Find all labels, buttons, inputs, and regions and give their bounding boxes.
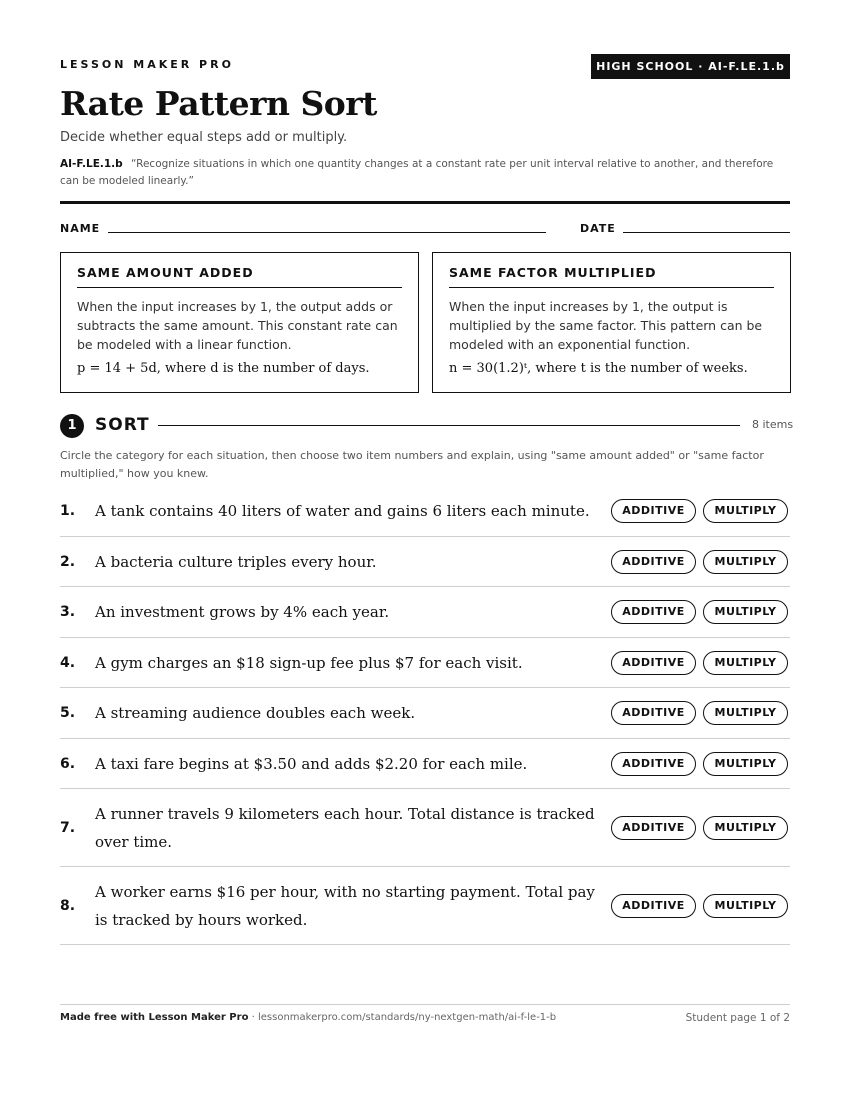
additive-choice[interactable]: ADDITIVE <box>611 600 696 624</box>
footer-divider <box>60 1004 790 1005</box>
brand-name: LESSON MAKER PRO <box>60 58 234 71</box>
item-text: A runner travels 9 kilometers each hour. Total distance is tracked over time. <box>95 804 595 851</box>
footer-url[interactable]: lessonmakerpro.com/standards/ny-nextgen-math/ai-f-le-1-b <box>257 1012 557 1023</box>
page-subtitle: Decide whether equal steps add or multiply. <box>60 130 348 145</box>
multiply-choice[interactable]: MULTIPLY <box>703 701 788 725</box>
footer-made-with: Made free with Lesson Maker Pro <box>60 1012 249 1023</box>
item-number: 2. <box>60 553 76 570</box>
additive-definition-box <box>60 252 419 393</box>
header-divider <box>60 201 790 204</box>
multiply-choice[interactable]: MULTIPLY <box>703 550 788 574</box>
choice-group <box>611 600 795 624</box>
date-label: DATE <box>580 222 616 235</box>
choice-group <box>611 651 795 675</box>
item-number: 5. <box>60 705 76 721</box>
item-number: 6. <box>60 755 76 772</box>
item-number: 7. <box>60 819 76 836</box>
choice-group <box>611 701 795 725</box>
additive-choice[interactable]: ADDITIVE <box>611 752 696 776</box>
list-item <box>60 688 790 739</box>
item-number: 1. <box>60 503 76 519</box>
list-item <box>60 537 790 587</box>
multiply-choice[interactable]: MULTIPLY <box>703 600 788 624</box>
section-title: SORT <box>95 415 150 435</box>
multiply-choice[interactable]: MULTIPLY <box>703 752 788 776</box>
choice-group <box>611 752 795 776</box>
section-item-count: 8 items <box>752 418 794 431</box>
item-text: A worker earns $16 per hour, with no starting payment. Total pay is tracked by hours worked. <box>95 882 595 929</box>
item-number: 3. <box>60 604 76 620</box>
additive-box-title: SAME AMOUNT ADDED <box>77 265 402 288</box>
sort-item-list <box>60 486 790 945</box>
item-text: A taxi fare begins at $3.50 and adds $2.20 for each mile. <box>95 754 528 773</box>
additive-choice[interactable]: ADDITIVE <box>611 499 696 523</box>
additive-choice[interactable]: ADDITIVE <box>611 550 696 574</box>
section-number-badge: 1 <box>60 414 84 438</box>
multiply-choice[interactable]: MULTIPLY <box>703 816 788 840</box>
item-text: A bacteria culture triples every hour. <box>95 552 377 571</box>
grade-standard-tag: HIGH SCHOOL · AI-F.LE.1.b <box>591 54 790 79</box>
list-item <box>60 867 790 945</box>
choice-group <box>611 816 795 840</box>
multiply-choice[interactable]: MULTIPLY <box>703 651 788 675</box>
item-text: A tank contains 40 liters of water and gains 6 liters each minute. <box>95 502 590 520</box>
item-number: 4. <box>60 654 76 671</box>
name-field-line[interactable] <box>108 232 546 233</box>
section-instructions: Circle the category for each situation, then choose two item numbers and explain, using "same amount added" or "same factor multiplied," how you knew. <box>60 449 764 480</box>
additive-box-formula: p = 14 + 5d, where d is the number of days. <box>77 361 370 376</box>
additive-choice[interactable]: ADDITIVE <box>611 894 696 918</box>
multiply-choice[interactable]: MULTIPLY <box>703 894 788 918</box>
name-label: NAME <box>60 222 101 235</box>
list-item <box>60 638 790 688</box>
item-text: A gym charges an $18 sign-up fee plus $7 for each visit. <box>95 653 523 672</box>
footer-credit <box>60 1012 556 1023</box>
additive-choice[interactable]: ADDITIVE <box>611 816 696 840</box>
footer-separator: · <box>248 1012 258 1023</box>
item-number: 8. <box>60 897 76 914</box>
item-text: A streaming audience doubles each week. <box>95 704 416 722</box>
multiplicative-box-body: When the input increases by 1, the output is multiplied by the same factor. This pattern can be modeled with an exponential function. <box>449 299 763 352</box>
list-item <box>60 789 790 867</box>
additive-choice[interactable]: ADDITIVE <box>611 701 696 725</box>
choice-group <box>611 550 795 574</box>
section-divider <box>158 425 740 426</box>
additive-box-body: When the input increases by 1, the output adds or subtracts the same amount. This constant rate can be modeled with a linear function. <box>77 299 398 352</box>
choice-group <box>611 894 795 918</box>
standard-code: AI-F.LE.1.b <box>60 158 123 170</box>
additive-choice[interactable]: ADDITIVE <box>611 651 696 675</box>
choice-group <box>611 499 795 523</box>
date-field-line[interactable] <box>623 232 790 233</box>
multiplicative-definition-box <box>432 252 791 393</box>
standard-description <box>60 156 790 190</box>
page-title: Rate Pattern Sort <box>60 84 377 123</box>
multiplicative-box-title: SAME FACTOR MULTIPLIED <box>449 265 774 288</box>
multiply-choice[interactable]: MULTIPLY <box>703 499 788 523</box>
list-item <box>60 587 790 638</box>
standard-text: “Recognize situations in which one quantity changes at a constant rate per unit interval relative to another, and therefore can be modeled linearly.” <box>60 158 774 187</box>
item-text: An investment grows by 4% each year. <box>95 603 390 621</box>
multiplicative-box-formula: n = 30(1.2)ᵗ, where t is the number of weeks. <box>449 361 748 376</box>
list-item <box>60 486 790 537</box>
list-item <box>60 739 790 789</box>
page-number: Student page 1 of 2 <box>685 1012 790 1024</box>
